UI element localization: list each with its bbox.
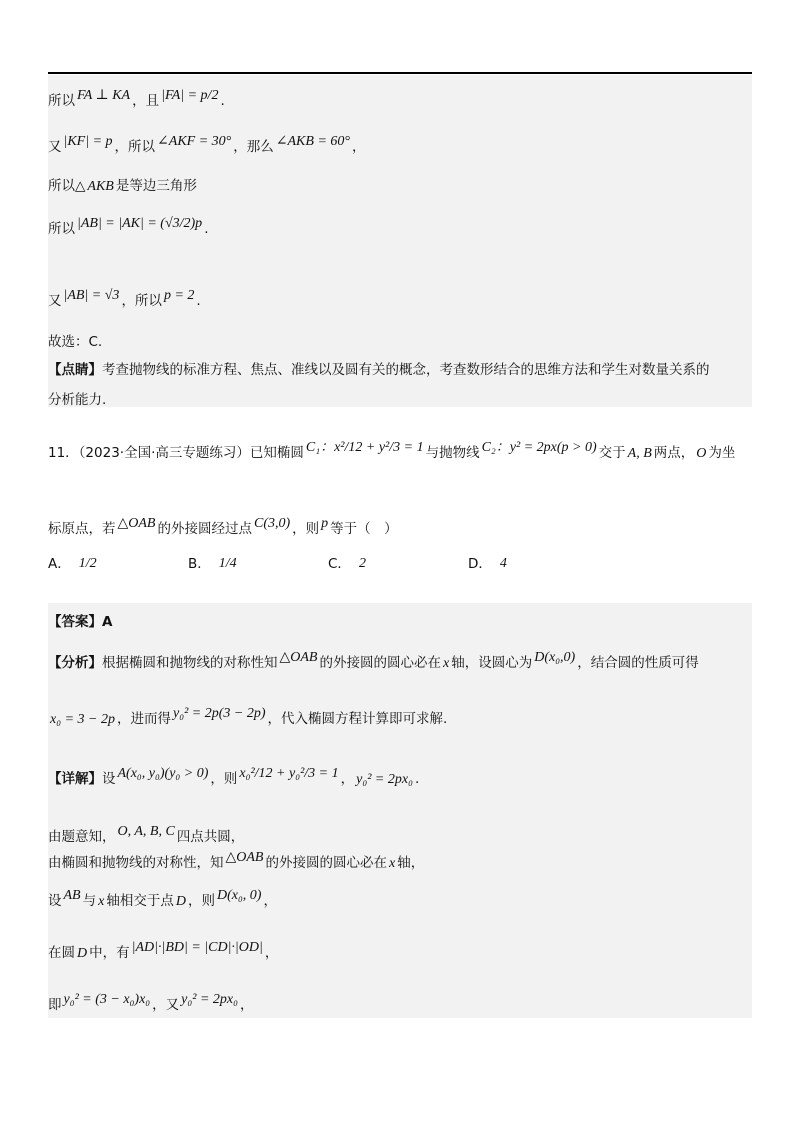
text: ，且	[132, 93, 160, 109]
text: 所以	[48, 221, 75, 237]
text: 中，有	[89, 945, 130, 961]
text: 所以△	[48, 178, 86, 194]
text: ，代入椭圆方程计算即可求解.	[267, 711, 448, 727]
text: 分析能力.	[48, 392, 107, 408]
math-expr: FA ⊥ KA	[77, 88, 131, 103]
math-expr: △OAB	[117, 516, 156, 531]
text: ，又	[152, 997, 180, 1013]
math-expr: x₀ = 3 − 2p	[50, 711, 115, 727]
q11-line-6	[48, 886, 748, 912]
text: 又	[48, 139, 62, 155]
q11-line-2	[48, 704, 748, 730]
math-expr: x₀²/12 + y₀²/3 = 1	[239, 766, 339, 781]
choice-a-value: 1/2	[78, 556, 97, 571]
prev-line-5	[48, 332, 748, 352]
math-expr: x	[98, 893, 105, 909]
text: 即	[48, 997, 62, 1013]
text: .	[204, 221, 209, 237]
math-expr: D(x₀,0)	[534, 650, 576, 665]
choice-a: A． 1/2	[48, 556, 97, 572]
prev-line-6	[48, 360, 748, 380]
text: 所以	[48, 93, 75, 109]
q11-line-1	[48, 648, 748, 674]
math-expr: y₀² = 2p(3 − 2p)	[172, 706, 266, 721]
text: 与	[82, 893, 97, 909]
math-expr: x	[388, 855, 396, 871]
math-expr: x	[442, 655, 450, 671]
math-expr: |AB| = |AK| = (√3/2)p	[77, 216, 203, 231]
prev-line-2	[48, 176, 748, 197]
text: ，进而得	[116, 711, 171, 727]
text: ，	[340, 771, 355, 787]
question-line-1	[48, 438, 748, 464]
math-expr: A(x₀, y₀)(y₀ > 0)	[117, 766, 209, 781]
math-expr: ∠AKF = 30°	[157, 134, 232, 149]
math-expr: D(x₀, 0)	[216, 888, 262, 903]
text: 标原点，若	[48, 521, 116, 537]
text: .	[414, 771, 420, 787]
text: 为坐	[708, 445, 736, 461]
q11-line-5	[48, 848, 748, 874]
math-expr: p = 2	[163, 288, 195, 303]
q11-line-7	[48, 938, 748, 964]
text: .	[196, 293, 201, 309]
text: ，所以	[114, 139, 156, 155]
text: 在圆	[48, 945, 75, 961]
prev-line-1	[48, 132, 748, 157]
text: 由椭圆和抛物线的对称性，知	[48, 855, 224, 871]
text: 交于	[598, 445, 626, 461]
prev-line-3	[48, 214, 748, 239]
text: ，	[264, 945, 279, 961]
text: 故选：C.	[48, 334, 103, 350]
text: 与抛物线	[425, 445, 480, 461]
math-expr: AKB	[87, 178, 114, 194]
prev-line-4	[48, 286, 748, 311]
math-expr: O	[696, 445, 707, 461]
section-label: 【点睛】	[48, 362, 102, 378]
q11-line-0	[48, 612, 748, 632]
text: 等于（ ）	[330, 521, 398, 537]
prev-line-7	[48, 390, 748, 410]
math-expr: y₀² = 2px₀	[181, 992, 238, 1007]
answer-choices	[48, 554, 752, 594]
math-expr: |AB| = √3	[63, 288, 120, 303]
text: ，则	[210, 771, 238, 787]
choice-b: B． 1/4	[188, 556, 237, 572]
math-expr: y₀² = (3 − x₀)x₀	[63, 992, 151, 1007]
prev-line-0	[48, 86, 748, 111]
text: 两点，	[653, 445, 695, 461]
math-expr: AB	[63, 888, 81, 903]
text: 根据椭圆和抛物线的对称性知	[102, 655, 278, 671]
top-rule	[48, 72, 752, 74]
section-label: 【答案】A	[48, 614, 113, 630]
math-expr: y₀² = 2px₀	[356, 771, 413, 787]
solution-block-prev	[48, 75, 752, 407]
choice-d-value: 4	[499, 556, 507, 571]
math-expr: O, A, B, C	[117, 824, 175, 839]
math-expr: p	[321, 516, 329, 531]
q11-line-3	[48, 764, 748, 790]
math-expr: |FA| = p/2	[161, 88, 219, 103]
text: .	[220, 93, 225, 109]
text: ，则	[187, 893, 215, 909]
section-label: 【分析】	[48, 655, 102, 671]
text: 由题意知，	[48, 829, 116, 845]
math-expr: |AD|·|BD| = |CD|·|OD|	[131, 940, 263, 955]
text: ，	[263, 893, 277, 909]
text: ，结合圆的性质可得	[577, 655, 699, 671]
math-expr: C₂：y² = 2px(p > 0)	[481, 440, 597, 455]
q11-line-8	[48, 990, 748, 1015]
text: ，	[351, 139, 366, 155]
math-expr: D	[175, 893, 186, 909]
text: 轴，	[397, 855, 425, 871]
math-expr: |KF| = p	[63, 134, 113, 149]
text: ，所以	[121, 293, 162, 309]
text: 轴相交于点	[106, 893, 174, 909]
choice-c: C． 2	[328, 556, 366, 572]
text: 的外接圆经过点	[157, 521, 252, 537]
math-expr: ∠AKB = 60°	[275, 134, 350, 149]
math-expr: C₁：x²/12 + y²/3 = 1	[305, 440, 424, 455]
section-label: 【详解】	[48, 771, 102, 787]
text: 考查抛物线的标准方程、焦点、准线以及圆有关的概念，考查数形结合的思维方法和学生对数量关系的	[102, 362, 710, 378]
text: 设	[102, 771, 116, 787]
text: 11．（2023·全国·高三专题练习）已知椭圆	[48, 445, 304, 461]
math-expr: △OAB	[279, 650, 318, 665]
text: 轴，设圆心为	[451, 655, 533, 671]
text: ，则	[292, 521, 320, 537]
text: 的外接圆的圆心必在	[265, 855, 387, 871]
math-expr: D	[77, 945, 88, 961]
text: 的外接圆的圆心必在	[319, 655, 441, 671]
question-line-2	[48, 514, 748, 539]
choice-c-value: 2	[358, 556, 366, 571]
text: 是等边三角形	[115, 178, 197, 194]
math-expr: A, B	[627, 445, 652, 461]
math-expr: △OAB	[225, 850, 264, 865]
text: 四点共圆，	[176, 829, 245, 845]
text: ，	[239, 997, 254, 1013]
text: 设	[48, 893, 62, 909]
choice-b-value: 1/4	[218, 556, 237, 571]
text: 又	[48, 293, 62, 309]
q11-line-4	[48, 822, 748, 847]
text: ，那么	[233, 139, 274, 155]
math-expr: C(3,0)	[253, 516, 291, 531]
choice-d: D． 4	[468, 556, 507, 572]
